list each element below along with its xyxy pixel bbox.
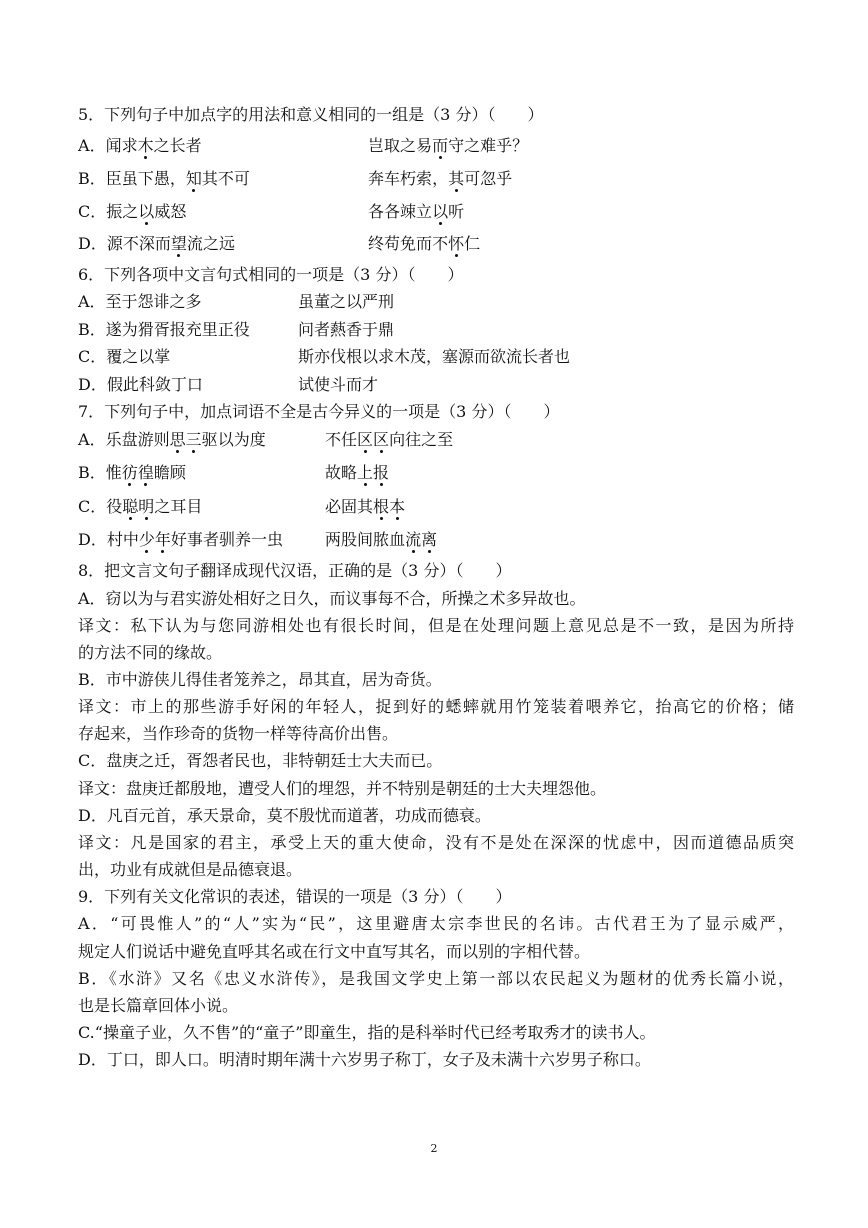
q8-item-a-source: A．窃以为与君实游处相好之日久，而议事每不合，所操之术多异故也。 bbox=[78, 589, 586, 608]
q6-option-d-left: D．假此科敛丁口 bbox=[78, 375, 203, 394]
q7-option-d-left: D．村中少年好事者驯养一虫 bbox=[78, 530, 284, 549]
q5-option-a-left: A．闻求木之长者 bbox=[78, 136, 202, 155]
q8-stem: 8．把文言文句子翻译成现代汉语，正确的是（3 分）（ ） bbox=[78, 561, 512, 580]
q8-item-d-translation-line2: 出，功业有成就但是品德衰退。 bbox=[78, 860, 303, 879]
q5-option-d-left: D．源不深而望流之远 bbox=[78, 234, 235, 253]
q6-option-b-right: 问者爇香于鼎 bbox=[298, 320, 395, 339]
q8-item-c-translation-line1: 译文：盘庚迁都殷地，遭受人们的埋怨，并不特别是朝廷的士大夫埋怨他。 bbox=[78, 779, 607, 798]
q9-option-d: D．丁口，即人口。明清时期年满十六岁男子称丁，女子及未满十六岁男子称口。 bbox=[78, 1050, 651, 1069]
q9-option-b-line2: 也是长篇章回体小说。 bbox=[78, 996, 239, 1015]
q6-option-c-left: C．覆之以掌 bbox=[78, 347, 171, 366]
q7-option-a-right: 不任区区向往之至 bbox=[325, 430, 454, 449]
q8-item-b-translation-line2: 存起来，当作珍奇的货物一样等待高价出售。 bbox=[78, 724, 399, 743]
q5-option-b-left: B．臣虽下愚，知其不可 bbox=[78, 169, 250, 188]
q7-option-b-left: B．惟彷徨瞻顾 bbox=[78, 463, 186, 482]
q8-item-a-translation-line2: 的方法不同的缘故。 bbox=[78, 643, 223, 662]
q6-option-a-left: A．至于怨诽之多 bbox=[78, 292, 202, 311]
q7-option-a-left: A．乐盘游则思三驱以为度 bbox=[78, 430, 266, 449]
q9-option-a-line2: 规定人们说话中避免直呼其名或在行文中直写其名，而以别的字相代替。 bbox=[78, 942, 591, 961]
q8-item-c-source: C．盘庚之迁，胥怨者民也，非特朝廷士大夫而已。 bbox=[78, 751, 443, 770]
q5-option-c-right: 各各竦立以听 bbox=[368, 202, 465, 221]
q8-item-b-translation-line1: 译文：市上的那些游手好闲的年轻人，捉到好的蟋蟀就用竹笼装着喂养它，抬高它的价格；储 bbox=[78, 697, 794, 716]
q5-option-c-left: C．振之以威怒 bbox=[78, 202, 187, 221]
q7-option-c-right: 必固其根本 bbox=[325, 497, 406, 516]
q9-stem: 9．下列有关文化常识的表述，错误的一项是（3 分）（ ） bbox=[78, 887, 512, 906]
q6-option-c-right: 斯亦伐根以求木茂，塞源而欲流长者也 bbox=[298, 347, 571, 366]
q5-option-d-right: 终苟免而不怀仁 bbox=[368, 234, 481, 253]
q8-item-d-translation-line1: 译文：凡是国家的君主，承受上天的重大使命，没有不是处在深深的忧虑中，因而道德品质突 bbox=[78, 833, 794, 852]
q7-stem: 7．下列句子中，加点词语不全是古今异义的一项是（3 分）（ ） bbox=[78, 402, 560, 421]
q6-option-d-right: 试使斗而才 bbox=[298, 375, 379, 394]
q5-stem: 5．下列句子中加点字的用法和意义相同的一组是（3 分）（ ） bbox=[78, 105, 544, 124]
q6-option-a-right: 虽董之以严刑 bbox=[298, 292, 395, 311]
q7-option-d-right: 两股间脓血流离 bbox=[325, 530, 438, 549]
q8-item-b-source: B．市中游侠儿得佳者笼养之，昂其直，居为奇货。 bbox=[78, 670, 442, 689]
q5-option-a-right: 岂取之易而守之难乎？ bbox=[368, 136, 529, 155]
q7-option-b-right: 故略上报 bbox=[325, 463, 390, 482]
q9-option-a-line1: A．“可畏惟人”的“人”实为“民”，这里避唐太宗李世民的名讳。古代君王为了显示威严， bbox=[78, 914, 794, 933]
q5-option-b-right: 奔车朽索，其可忽乎 bbox=[368, 169, 513, 188]
q9-option-b-line1: B．《水浒》又名《忠义水浒传》，是我国文学史上第一部以农民起义为题材的优秀长篇小说， bbox=[78, 969, 794, 988]
q6-stem: 6．下列各项中文言句式相同的一项是（3 分）（ ） bbox=[78, 265, 464, 284]
q8-item-d-source: D．凡百元首，承天景命，莫不殷忧而道著，功成而德衰。 bbox=[78, 806, 491, 825]
q7-option-c-left: C．役聪明之耳目 bbox=[78, 497, 203, 516]
page-number: 2 bbox=[430, 1142, 438, 1155]
q9-option-c: C.“操童子业，久不售”的“童子”即童生，指的是科举时代已经考取秀才的读书人。 bbox=[78, 1023, 656, 1042]
q8-item-a-translation-line1: 译文：私下认为与您同游相处也有很长时间，但是在处理问题上意见总是不一致，是因为所持 bbox=[78, 616, 794, 635]
q6-option-b-left: B．遂为猾胥报充里正役 bbox=[78, 320, 250, 339]
